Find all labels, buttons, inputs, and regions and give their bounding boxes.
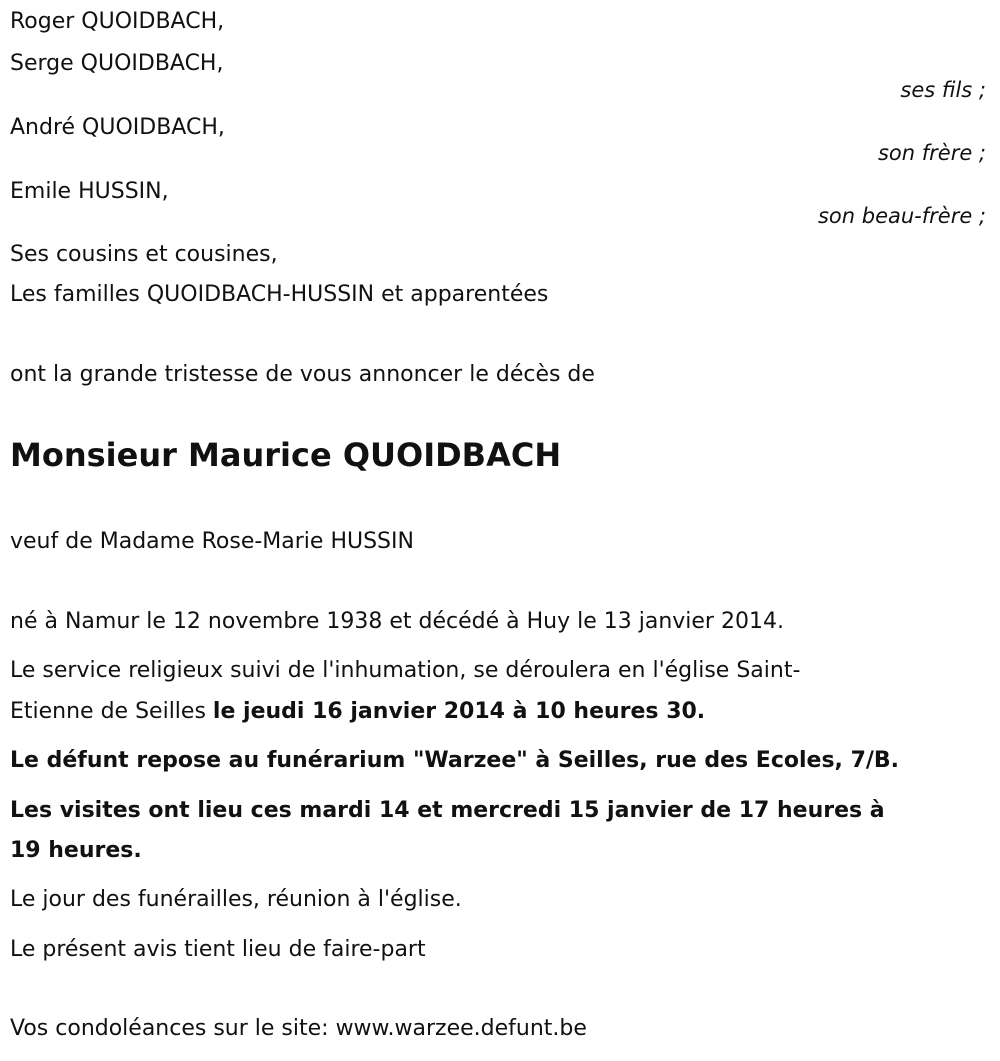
relation-label-brother: son frère ;	[877, 141, 986, 165]
widower-of: veuf de Madame Rose-Marie HUSSIN	[10, 529, 414, 554]
family-cousins: Ses cousins et cousines,	[10, 242, 278, 267]
service-line-2	[10, 697, 705, 727]
funeral-home-info: Le défunt repose au funérarium "Warzee" à Seilles, rue des Ecoles, 7/B.	[10, 748, 900, 773]
announcement-text: ont la grande tristesse de vous annoncer le décès de	[10, 362, 595, 387]
service-location: Etienne de Seilles	[10, 699, 213, 724]
deceased-name: Monsieur Maurice QUOIDBACH	[10, 436, 562, 474]
family-member-son-1: Roger QUOIDBACH,	[10, 9, 225, 34]
birth-death-info: né à Namur le 12 novembre 1938 et décédé à Huy le 13 janvier 2014.	[10, 609, 784, 634]
relation-label-brother-in-law: son beau-frère ;	[817, 204, 986, 228]
visits-line-2: 19 heures.	[10, 838, 142, 863]
condolences-text: Vos condoléances sur le site: www.warzee.defunt.be	[10, 1016, 587, 1041]
service-line-1: Le service religieux suivi de l'inhumation, se déroulera en l'église Saint-	[10, 658, 801, 683]
family-member-brother-in-law: Emile HUSSIN,	[10, 179, 169, 204]
relation-label-sons: ses fils ;	[900, 78, 986, 102]
meeting-info: Le jour des funérailles, réunion à l'église.	[10, 887, 462, 912]
family-member-son-2: Serge QUOIDBACH,	[10, 51, 224, 76]
visits-line-1: Les visites ont lieu ces mardi 14 et mercredi 15 janvier de 17 heures à	[10, 798, 885, 823]
family-related: Les familles QUOIDBACH-HUSSIN et apparentées	[10, 282, 549, 307]
service-date: le jeudi 16 janvier 2014 à 10 heures 30.	[212, 699, 706, 724]
notice-text: Le présent avis tient lieu de faire-part	[10, 937, 426, 962]
family-member-brother: André QUOIDBACH,	[10, 115, 225, 140]
